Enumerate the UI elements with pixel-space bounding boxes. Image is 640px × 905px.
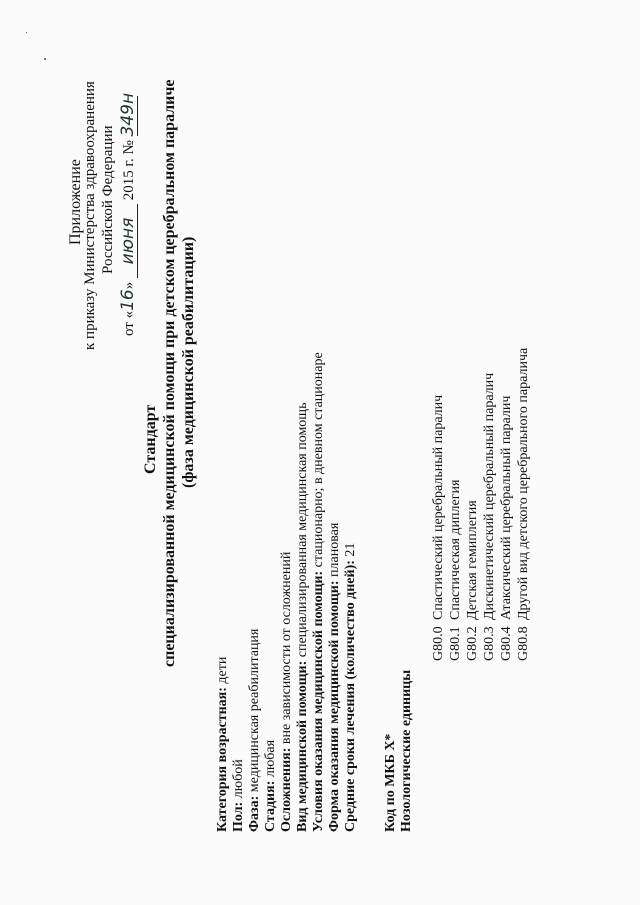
attribute-value: любой bbox=[231, 759, 246, 802]
attribute-treatment-duration bbox=[344, 543, 358, 832]
icd-name: Дискинетический церебральный паралич bbox=[482, 372, 497, 620]
appendix-federation-line: Российской Федерации bbox=[100, 125, 116, 274]
attribute-label: Пол: bbox=[231, 801, 246, 832]
icd-code: G80.1 bbox=[448, 626, 463, 661]
attribute-label: Вид медицинской помощи: bbox=[295, 660, 310, 832]
date-prefix: от « bbox=[121, 310, 137, 336]
icd-code: G80.4 bbox=[499, 626, 514, 661]
date-mid: » bbox=[121, 278, 137, 290]
attribute-value: вне зависимости от осложнений bbox=[279, 551, 294, 748]
attribute-label: Стадия: bbox=[263, 780, 278, 832]
attribute-label: Фаза: bbox=[247, 795, 262, 832]
icd-code: G80.3 bbox=[482, 626, 497, 661]
attribute-label: Осложнения: bbox=[279, 747, 294, 832]
icd-code-heading: Код по МКБ X* bbox=[383, 733, 398, 832]
handwritten-month: июня bbox=[120, 204, 138, 278]
icd-name: Детская гемиплегия bbox=[465, 500, 480, 620]
attribute-care-form bbox=[328, 523, 342, 832]
nosology-heading: Нозологические единицы bbox=[399, 669, 414, 832]
appendix-title: Приложение bbox=[67, 159, 84, 245]
icd-code: G80.0 bbox=[431, 626, 446, 661]
handwritten-order-number: 349н bbox=[118, 92, 138, 137]
attribute-label: Средние сроки лечения (количество дней): bbox=[343, 560, 358, 832]
appendix-date-line bbox=[118, 92, 138, 336]
icd-name: Атаксический церебральный паралич bbox=[499, 395, 514, 620]
icd-code: G80.8 bbox=[516, 626, 531, 661]
attribute-label: Форма оказания медицинской помощи: bbox=[327, 580, 342, 832]
icd-name: Спастический церебральный паралич bbox=[431, 394, 446, 620]
scan-speck bbox=[26, 32, 27, 33]
scan-speck bbox=[44, 58, 46, 60]
attribute-value: дети bbox=[215, 656, 230, 688]
handwritten-day: 16 bbox=[118, 289, 138, 311]
icd-code: G80.2 bbox=[465, 626, 480, 661]
attribute-care-type bbox=[296, 403, 310, 832]
attribute-value: плановая bbox=[327, 522, 342, 581]
attribute-value: любая bbox=[263, 739, 278, 781]
attribute-care-conditions bbox=[312, 352, 326, 832]
attribute-stage bbox=[264, 740, 278, 832]
attribute-phase bbox=[248, 629, 262, 832]
appendix-order-line: к приказу Министерства здравоохранения bbox=[82, 81, 98, 350]
attribute-value: 21 bbox=[343, 542, 358, 561]
icd-name: Другой вид детского церебрального паралича bbox=[516, 347, 531, 620]
document-title: Стандарт bbox=[142, 404, 159, 474]
attribute-age-category bbox=[216, 657, 230, 832]
attribute-value: специализированная медицинская помощь bbox=[295, 402, 310, 661]
date-year: 2015 г. № bbox=[121, 140, 137, 201]
attribute-sex bbox=[232, 759, 246, 832]
attribute-value: медицинская реабилитация bbox=[247, 628, 262, 796]
attribute-label: Условия оказания медицинской помощи: bbox=[311, 570, 326, 832]
document-phase: (фаза медицинской реабилитации) bbox=[180, 236, 197, 488]
icd-name: Спастическая диплегия bbox=[448, 479, 463, 620]
document-subtitle: специализированной медицинской помощи при детском церебральном параличе bbox=[161, 79, 178, 667]
attribute-complications bbox=[280, 552, 294, 832]
attribute-label: Категория возрастная: bbox=[215, 687, 230, 832]
attribute-value: стационарно; в дневном стационаре bbox=[311, 352, 326, 571]
